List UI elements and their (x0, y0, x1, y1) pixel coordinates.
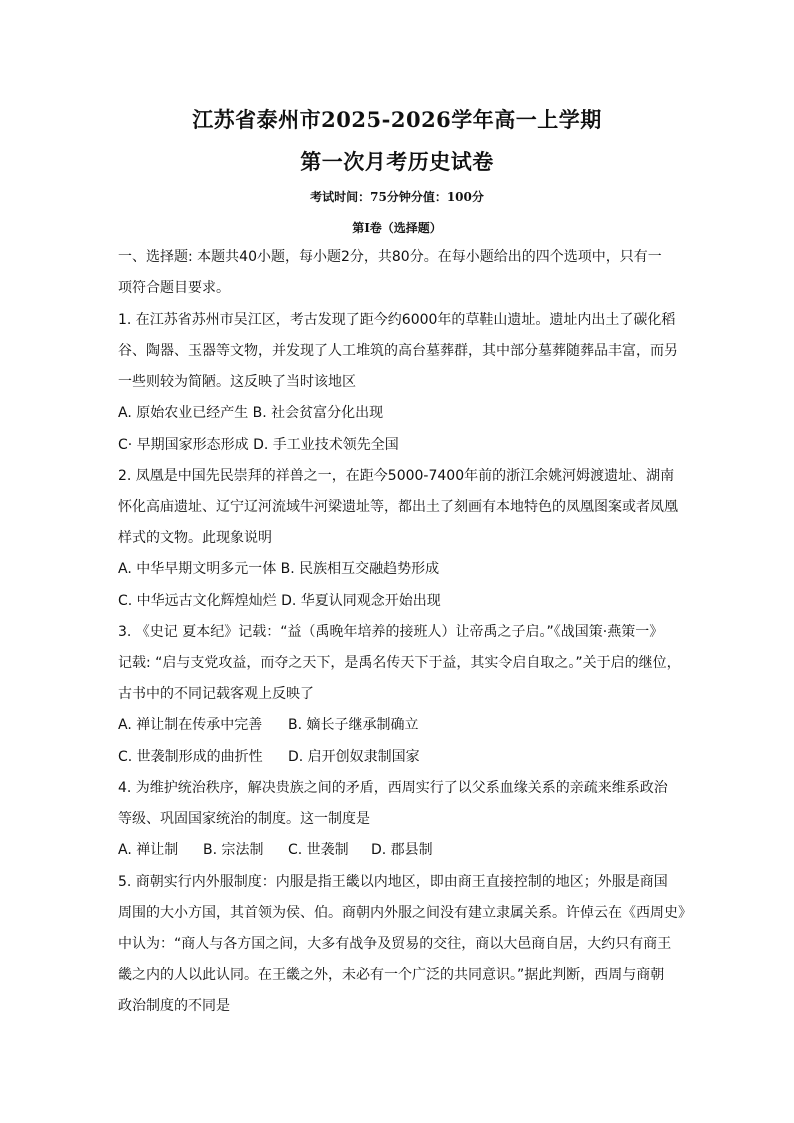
exam-title-line1: 江苏省泰州市2025-2026学年高一上学期 (192, 107, 602, 132)
question-stem-line: 一些则较为简陋。这反映了当时该地区 (118, 374, 356, 390)
option-b: B. 宗法制 (203, 842, 264, 858)
question-stem-line: 5. 商朝实行内外服制度：内服是指王畿以内地区，即由商王直接控制的地区；外服是商国 (118, 874, 668, 890)
option-c: C. 世袭制形成的曲折性 (118, 749, 263, 765)
question-stem-line: 2. 凤凰是中国先民崇拜的祥兽之一，在距今5000-7400年前的浙江余姚河姆渡遗址、湖南 (118, 468, 675, 484)
exam-title-line2: 第一次月考历史试卷 (300, 149, 494, 174)
question-stem-line: 周围的大小方国，其首领为侯、伯。商朝内外服之间没有建立隶属关系。许倬云在《西周史》 (118, 905, 692, 921)
section-title: 第Ⅰ卷（选择题） (352, 221, 442, 235)
question-stem-line: 1. 在江苏省苏州市吴江区，考古发现了距今约6000年的草鞋山遗址。遗址内出土了碳化稻 (118, 312, 676, 328)
option-line: A. 中华早期文明多元一体 B. 民族相互交融趋势形成 (118, 561, 440, 577)
question-stem-line: 怀化高庙遗址、辽宁辽河流域牛河梁遗址等，都出土了刻画有本地特色的凤凰图案或者凤凰 (118, 499, 678, 515)
option-line (118, 748, 698, 766)
question-stem-line: 记载: “启与支党攻益，而夺之天下，是禹名传天下于益，其实令启自取之。”关于启的继位， (118, 655, 681, 671)
option-d: D. 启开创奴隶制国家 (288, 749, 420, 765)
option-line: A. 原始农业已经产生 B. 社会贫富分化出现 (118, 405, 384, 421)
option-line: C· 早期国家形态形成 D. 手工业技术领先全国 (118, 437, 399, 453)
question-stem-line: 3. 《史记 夏本纪》记载：“益（禹晚年培养的接班人）让帝禹之子启。”《战国策·燕策一》 (118, 624, 664, 640)
option-d: D. 郡县制 (371, 842, 433, 858)
option-a: A. 禅让制在传承中完善 (118, 717, 263, 733)
option-line (118, 841, 698, 859)
option-line (118, 716, 698, 734)
instruction-line: 项符合题目要求。 (118, 280, 230, 296)
question-stem-line: 谷、陶器、玉器等文物，并发现了人工堆筑的高台墓葬群，其中部分墓葬随葬品丰富，而另 (118, 343, 678, 359)
exam-info: 考试时间：75分钟分值：100分 (310, 190, 484, 204)
option-a: A. 禅让制 (118, 842, 179, 858)
question-stem-line: 畿之内的人以此认同。在王畿之外，未必有一个广泛的共同意识。”据此判断，西周与商朝 (118, 967, 665, 983)
question-stem-line: 等级、巩固国家统治的制度。这一制度是 (118, 811, 370, 827)
option-line: C. 中华远古文化辉煌灿烂 D. 华夏认同观念开始出现 (118, 593, 441, 609)
question-stem-line: 古书中的不同记载客观上反映了 (118, 686, 314, 702)
question-stem-line: 4. 为维护统治秩序，解决贵族之间的矛盾，西周实行了以父系血缘关系的亲疏来维系政治 (118, 780, 668, 796)
option-b: B. 嫡长子继承制确立 (288, 717, 419, 733)
instruction-line: 一、选择题: 本题共40小题，每小题2分，共80分。在每小题给出的四个选项中，只有一 (118, 249, 662, 265)
option-c: C. 世袭制 (288, 842, 349, 858)
question-stem-line: 中认为：“商人与各方国之间，大多有战争及贸易的交往，商以大邑商自居，大约只有商王 (118, 936, 672, 952)
question-stem-line: 样式的文物。此现象说明 (118, 530, 272, 546)
question-stem-line: 政治制度的不同是 (118, 998, 230, 1014)
